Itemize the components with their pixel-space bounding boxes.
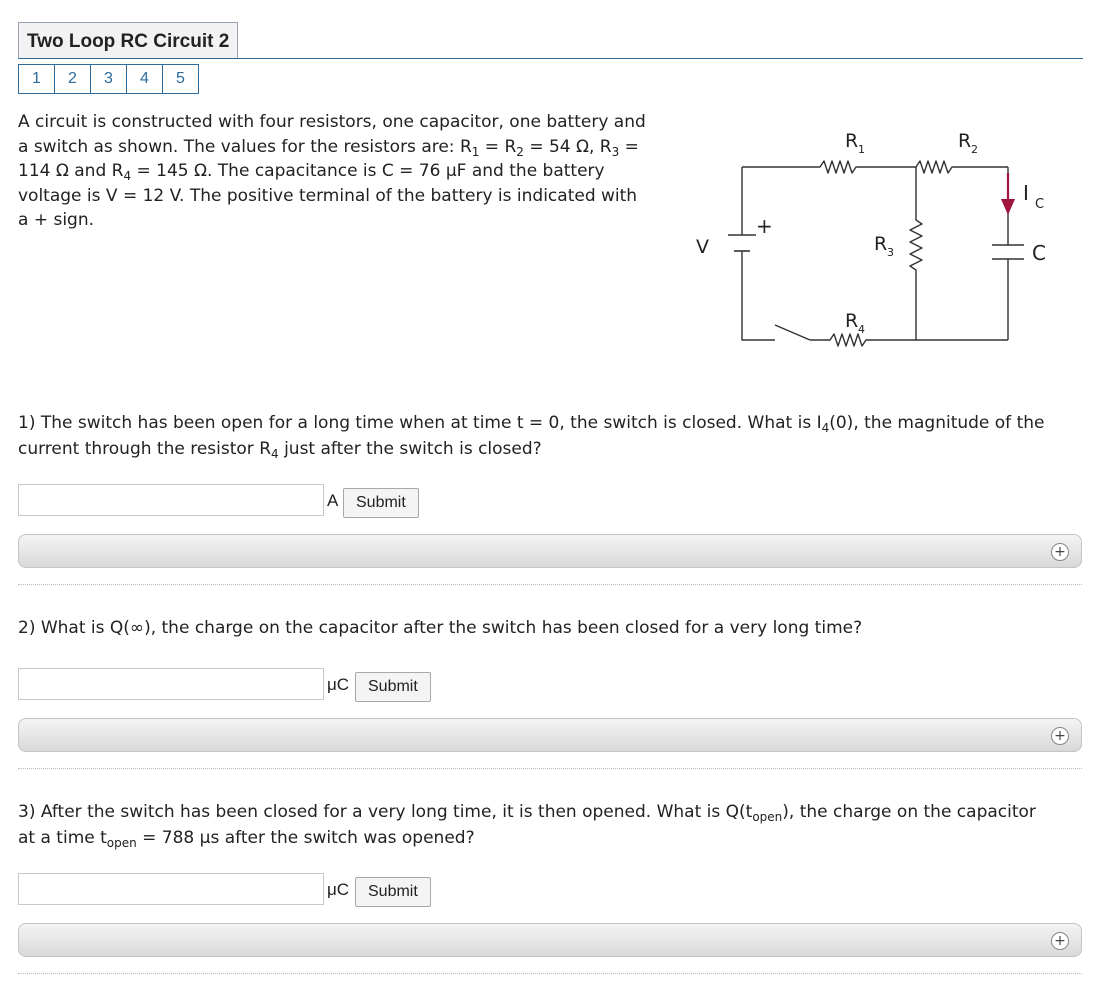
label-capacitor: C: [1032, 241, 1046, 265]
label-r4-sub: 4: [858, 323, 865, 336]
q2-unit: μC: [327, 675, 350, 694]
current-arrow-head: [1001, 199, 1015, 215]
page-title: Two Loop RC Circuit 2: [18, 22, 238, 59]
label-ic-sub: C: [1035, 197, 1045, 212]
q2-hint-bar[interactable]: [18, 718, 1082, 752]
expand-plus-icon[interactable]: +: [1051, 543, 1069, 561]
intro-line: a + sign.: [18, 210, 95, 230]
intro-line: a switch as shown. The values for the resistors are: $R_1 = R_2 = 54$ Ω, $R_3$ =: [18, 136, 639, 159]
label-ic: I: [1023, 181, 1029, 205]
label-r2-sub: 2: [971, 143, 978, 156]
label-r4: R: [845, 310, 859, 332]
label-r1: R: [845, 130, 859, 152]
label-r2: R: [958, 130, 972, 152]
page-tab-2[interactable]: 2: [54, 64, 91, 94]
intro-line: A circuit is constructed with four resistors, one capacitor, one battery and: [18, 112, 646, 132]
problem-description: [18, 110, 678, 233]
intro-line: 114 Ω and $R_4 = 145$ Ω. The capacitance is C = 76 μF and the battery: [18, 161, 605, 183]
page-tab-1[interactable]: 1: [18, 64, 55, 94]
intro-line: voltage is V = 12 V. The positive terminal of the battery is indicated with: [18, 185, 638, 206]
expand-plus-icon[interactable]: +: [1051, 727, 1069, 745]
question-1: 1) The switch has been open for a long time when at time t = 0, the switch is closed. What is $I_4(0)$, the magnitude of the current through the resistor $R_4$ just after the switch is closed?: [18, 413, 1045, 461]
label-r1-sub: 1: [858, 143, 865, 156]
q1-answer-input[interactable]: [18, 484, 324, 516]
title-divider: [18, 58, 1083, 59]
question-3: 3) After the switch has been closed for a very long time, it is then opened. What is $Q(t_{open})$, the charge on the capacitor at a time $t_{open} = 788$ μs after the switch was opened?: [18, 802, 1036, 850]
page-tab-5[interactable]: 5: [162, 64, 199, 94]
q3-hint-bar[interactable]: [18, 923, 1082, 957]
page-tabs: [18, 64, 198, 94]
label-r3: R: [874, 233, 888, 255]
q3-submit-button[interactable]: Submit: [355, 877, 431, 907]
question-2: 2) What is Q(∞), the charge on the capacitor after the switch has been closed for a very long time?: [18, 618, 863, 638]
label-r3-sub: 3: [887, 246, 894, 259]
separator: [18, 584, 1082, 585]
q1-submit-button[interactable]: Submit: [343, 488, 419, 518]
q1-hint-bar[interactable]: [18, 534, 1082, 568]
circuit-diagram: [690, 125, 1070, 355]
separator: [18, 973, 1082, 974]
label-battery-v: V: [696, 236, 709, 258]
q1-unit: A: [327, 491, 339, 510]
q2-answer-input[interactable]: [18, 668, 324, 700]
separator: [18, 768, 1082, 769]
page-tab-3[interactable]: 3: [90, 64, 127, 94]
q2-submit-button[interactable]: Submit: [355, 672, 431, 702]
q3-unit: μC: [327, 880, 350, 899]
q3-answer-input[interactable]: [18, 873, 324, 905]
page-tab-4[interactable]: 4: [126, 64, 163, 94]
expand-plus-icon[interactable]: +: [1051, 932, 1069, 950]
label-battery-plus: +: [756, 214, 773, 238]
